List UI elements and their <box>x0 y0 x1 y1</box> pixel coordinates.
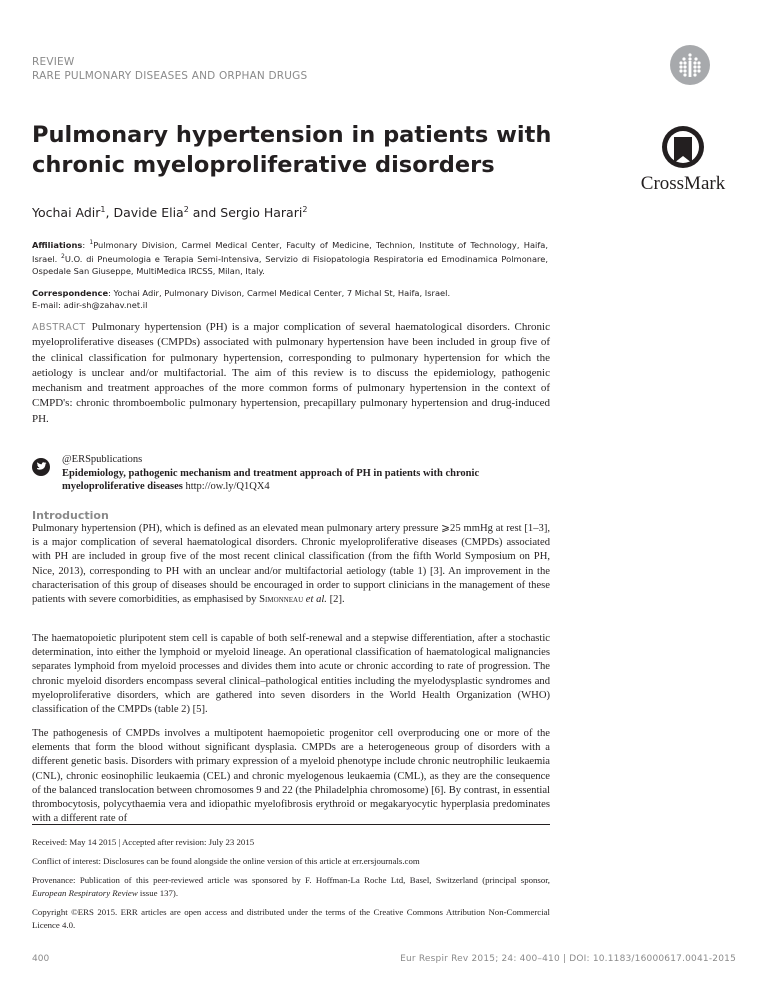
crossmark-label: CrossMark <box>640 173 726 194</box>
author-list <box>32 205 307 220</box>
page-number: 400 <box>32 954 50 964</box>
body-paragraph: The pathogenesis of CMPDs involves a multipotent haemopoietic progenitor cell overproducing one or more of the elements that form the blood without significant dysplasia. CMPDs are a heterogeneous group of disorders with a different genetic basis. Disorders with primary expression of a myeloid phenotype include chronic neutrophilic leukaemia (CNL), chronic eosinophilic leukaemia (CEL) and chronic myelogenous leukaemia (CML), as they are the consequence of the balanced translocation between chromosomes 9 and 22 (the Philadelphia chromosome) [6]. By contrast, in essential thrombocytosis, polycythaemia vera and idiopathic myelofibrosis erythroid or megakaryocytic hyperplasia predominates with a different rate of <box>32 728 550 825</box>
twitter-handle[interactable]: @ERSpublications <box>62 454 143 465</box>
affiliation-mark: 2 <box>61 252 65 260</box>
provenance-text-end: issue 137). <box>137 887 179 898</box>
citation-ref: [2]. <box>326 594 345 606</box>
body-paragraph <box>32 522 550 607</box>
affiliations-label: Affiliations <box>32 239 83 250</box>
abstract-text: Pulmonary hypertension (PH) is a major complication of several haematological disorders. Chronic myeloproliferative diseases (CMPDs) associated with pulmonary hypertension have been included in group five of the clinical classification for pulmonary hypertension, corresponding to pulmonary hypertension for which the aetiology is unclear and/or multifactorial. The aim of this review is to discuss the epidemiology, pathogenic mechanism and treatment approaches of the more common forms of pulmonary hypertension in the context of CMPD's: chronic thromboembolic pulmonary hypertension, precapillary pulmonary hypertension and drug-induced PH. <box>32 321 550 425</box>
provenance-journal: European Respiratory Review <box>32 887 138 898</box>
crossmark-icon <box>628 125 738 173</box>
affiliation-text: Pulmonary Division, Carmel Medical Center, Faculty of Medicine, Technion, Institute of Technology, Haifa, Israel. <box>32 239 548 264</box>
body-paragraph: The haematopoietic pluripotent stem cell is capable of both self-renewal and a stepwise differentiation, after a stochastic determination, into either the lymphoid or myeloid lineage. An operational classification of haematological malignancies separates lymphoid from myeloid processes and divides them into acute or chronic according to rate of progression. The chronic myeloid disorders encompass several clinical–pathological entities including the myelodysplastic syndromes and myeloproliferative disorders, which are gathered into seven disorders in the World Health Organization (WHO) classification of the CMPDs (table 2) [5]. <box>32 633 550 716</box>
citation-author: Simonneau <box>259 594 304 606</box>
article-type-header <box>32 55 307 83</box>
crossmark-badge[interactable] <box>628 125 738 195</box>
affiliations: Affiliations: $^1$Pulmonary Division, Carmel Medical Center, Faculty of Medicine, Technion, Institute of Technology, Haifa, Israel. $^2$U.O. di Pneumologia e Terapia Semi-Intensiva, Servizio di Fisiopatologia Respiratoria ed Emodinamica Polmonare, Ospedale San Giuseppe, MultiMedica IRCSS, Milan, Italy. <box>32 239 548 276</box>
affiliation-text: U.O. di Pneumologia e Terapia Semi-Intensiva, Servizio di Fisiopatologia Respiratoria ed Emodinamica Polmonare, Ospedale San Giuseppe, MultiMedica IRCSS, Milan, Italy. <box>32 253 548 276</box>
affiliation-mark: 1 <box>89 239 94 246</box>
author-name: Sergio Harari <box>220 205 303 221</box>
subsection-label: RARE PULMONARY DISEASES AND ORPHAN DRUGS <box>32 70 308 82</box>
author-name: Davide Elia <box>113 205 184 221</box>
tweet-link[interactable]: http://ow.ly/Q1QX4 <box>185 481 270 492</box>
tweet-text: Epidemiology, pathogenic mechanism and treatment approach of PH in patients with chronic myeloproliferative diseases <box>62 467 480 492</box>
section-heading-introduction: Introduction <box>32 509 109 522</box>
ers-logo-icon <box>670 45 710 85</box>
correspondence-text: Yochai Adir, Pulmonary Divison, Carmel Medical Center, 7 Michal St, Haifa, Israel. <box>113 288 451 298</box>
author-affiliation-mark: 2 <box>183 205 189 214</box>
citation-etal: et al. <box>303 594 327 606</box>
author-affiliation-mark: 2 <box>302 205 308 214</box>
author-name: Yochai Adir <box>32 205 101 221</box>
journal-citation: Eur Respir Rev 2015; 24: 400–410 | DOI: 10.1183/16000617.0041-2015 <box>400 954 736 964</box>
section-label: REVIEW <box>32 56 75 68</box>
received-dates: Received: May 14 2015 | Accepted after revision: July 23 2015 <box>32 837 255 847</box>
correspondence-label: Correspondence <box>32 288 109 298</box>
author-affiliation-mark: 1 <box>100 205 106 214</box>
correspondence-email[interactable]: E-mail: adir-sh@zahav.net.il <box>32 300 148 310</box>
tweet-summary <box>62 453 550 494</box>
conflict-of-interest: Conflict of interest: Disclosures can be found alongside the online version of this article at err.ersjournals.com <box>32 856 420 866</box>
twitter-bird-icon <box>32 458 50 476</box>
copyright: Copyright ©ERS 2015. ERR articles are open access and distributed under the terms of the Creative Commons Attribution Non-Commercial Licence 4.0. <box>32 907 550 930</box>
article-title: Pulmonary hypertension in patients with chronic myeloproliferative disorders <box>32 122 552 178</box>
footnote-divider <box>32 824 550 825</box>
author-separator: , <box>105 205 114 221</box>
provenance <box>32 874 550 899</box>
provenance-text: Provenance: Publication of this peer-reviewed article was sponsored by F. Hoffman-La Roche Ltd, Basel, Switzerland (principal sponsor, <box>32 875 550 885</box>
paragraph-text: Pulmonary hypertension (PH), which is defined as an elevated mean pulmonary artery pressure ⩾25 mmHg at rest [1–3], is a major complication of several haematological disorders. Chronic myeloproliferative diseases (CMPDs) associated with PH are included in group five of the most recent clinical classification (from the fifth World Symposium on PH, Nice, 2013), corresponding to PH with an unclear and/or multifactorial aetiology (table 1) [3]. An improvement in the characterisation of this group of diseases should be encouraged in order to support clinicians in the management of these patients with severe comorbidities, as emphasised by <box>32 523 550 606</box>
abstract <box>32 320 550 427</box>
author-separator: and <box>188 205 221 221</box>
abstract-label: ABSTRACT <box>32 322 86 333</box>
correspondence: Correspondence: Yochai Adir, Pulmonary Divison, Carmel Medical Center, 7 Michal St, Haifa, Israel. E-mail: adir-sh@zahav.net.il <box>32 288 451 310</box>
